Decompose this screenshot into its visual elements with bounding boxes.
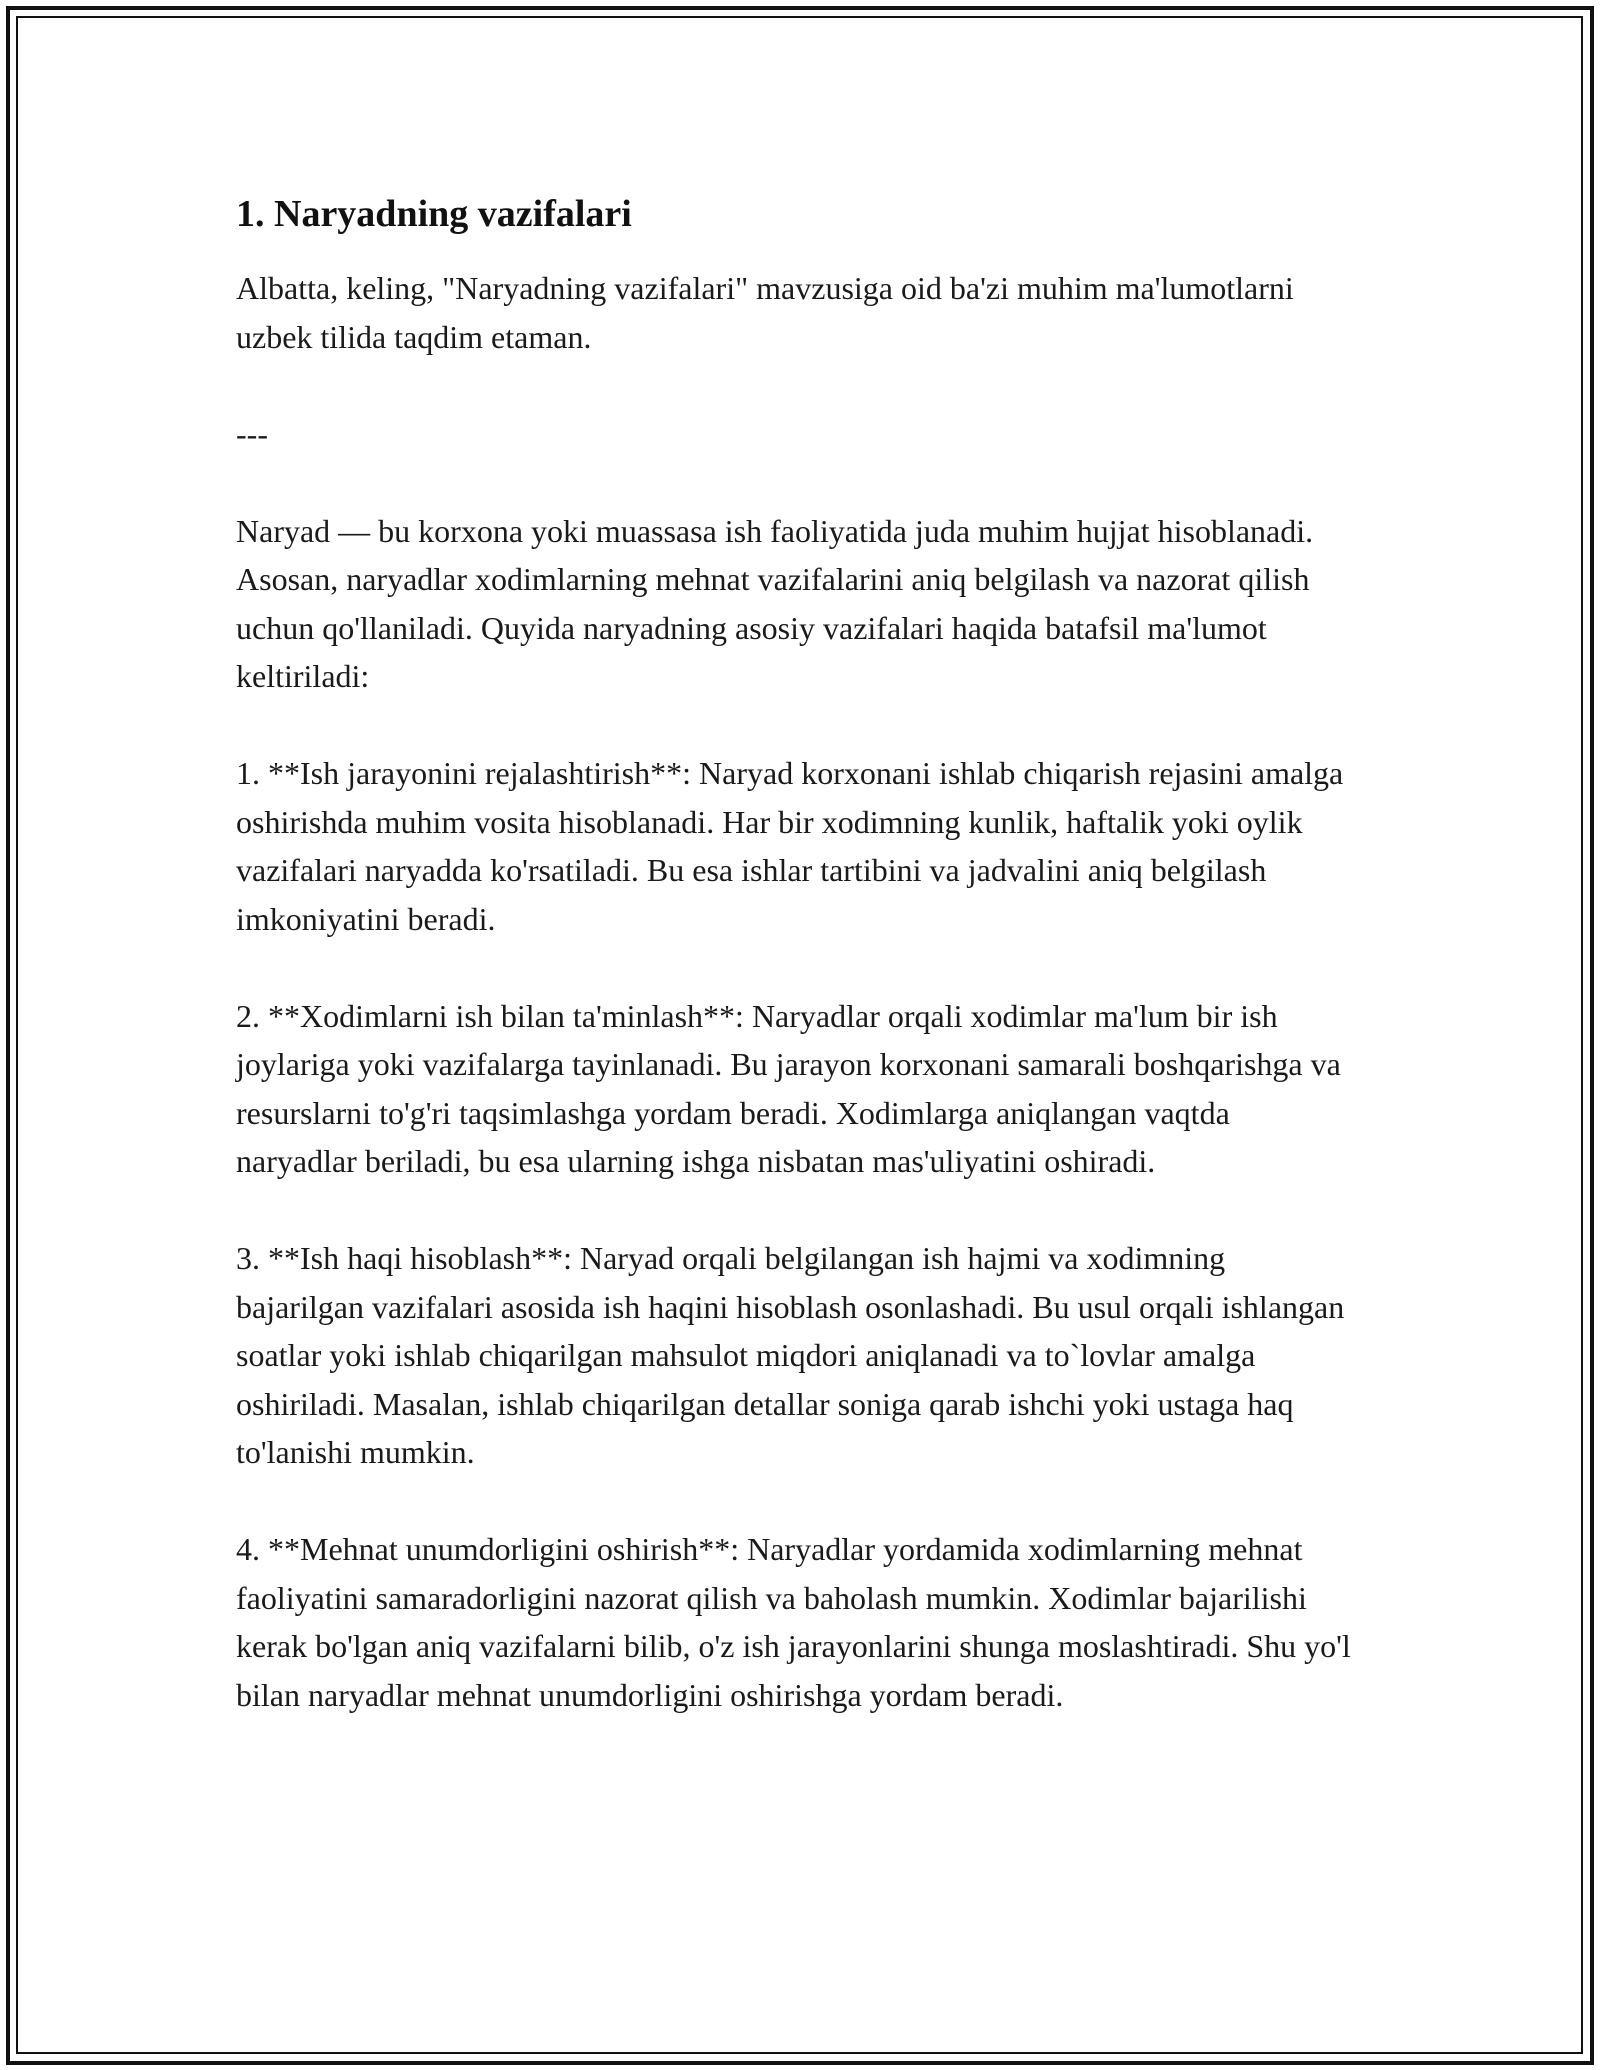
document-body	[236, 190, 1359, 1719]
document-heading: 1. Naryadning vazifalari	[236, 193, 632, 235]
paragraph-item-2: 2. **Xodimlarni ish bilan ta'minlash**: Naryadlar orqali xodimlar ma'lum bir ish joylariga yoki vazifalarga tayinlanadi. Bu jarayon korxonani samarali boshqarishga va resurslarni to'g'ri taqsimlashga yordam beradi. Xodimlarga aniqlangan vaqtda naryadlar beriladi, bu esa ularning ishga nisbatan mas'uliyatini oshiradi.	[236, 997, 1349, 1179]
paragraph-item-4: 4. **Mehnat unumdorligini oshirish**: Naryadlar yordamida xodimlarning mehnat faoliyatini samaradorligini nazorat qilish va baholash mumkin. Xodimlar bajarilishi kerak bo'lgan aniq vazifalarni bilib, o'z ish jarayonlarini shunga moslashtiradi. Shu yo'l bilan naryadlar mehnat unumdorligini oshirishga yordam beradi.	[236, 1531, 1359, 1713]
paragraph-definition: Naryad — bu korxona yoki muassasa ish faoliyatida juda muhim hujjat hisoblanadi. Asosan, naryadlar xodimlarning mehnat vazifalarini aniq belgilash va nazorat qilish uchun qo'llaniladi. Quyida naryadning asosiy vazifalari haqida batafsil ma'lumot keltiriladi:	[236, 512, 1320, 694]
paragraph-item-1: 1. **Ish jarayonini rejalashtirish**: Naryad korxonani ishlab chiqarish rejasini amalga oshirishda muhim vosita hisoblanadi. Har bir xodimning kunlik, haftalik yoki oylik vazifalari naryadda ko'rsatiladi. Bu esa ishlar tartibini va jadvalini aniq belgilash imkoniyatini beradi.	[236, 755, 1352, 937]
paragraph-item-3: 3. **Ish haqi hisoblash**: Naryad orqali belgilangan ish hajmi va xodimning bajarilgan vazifalari asosida ish haqini hisoblash osonlashadi. Bu usul orqali ishlangan soatlar yoki ishlab chiqarilgan mahsulot miqdori aniqlanadi va to`lovlar amalga oshiriladi. Masalan, ishlab chiqarilgan detallar soniga qarab ishchi yoki ustaga haq to'lanishi mumkin.	[236, 1240, 1353, 1470]
paragraph-separator: ---	[236, 415, 268, 452]
paragraph-intro: Albatta, keling, "Naryadning vazifalari" mavzusiga oid ba'zi muhim ma'lumotlarni uzbek tilida taqdim etaman.	[236, 270, 1302, 355]
